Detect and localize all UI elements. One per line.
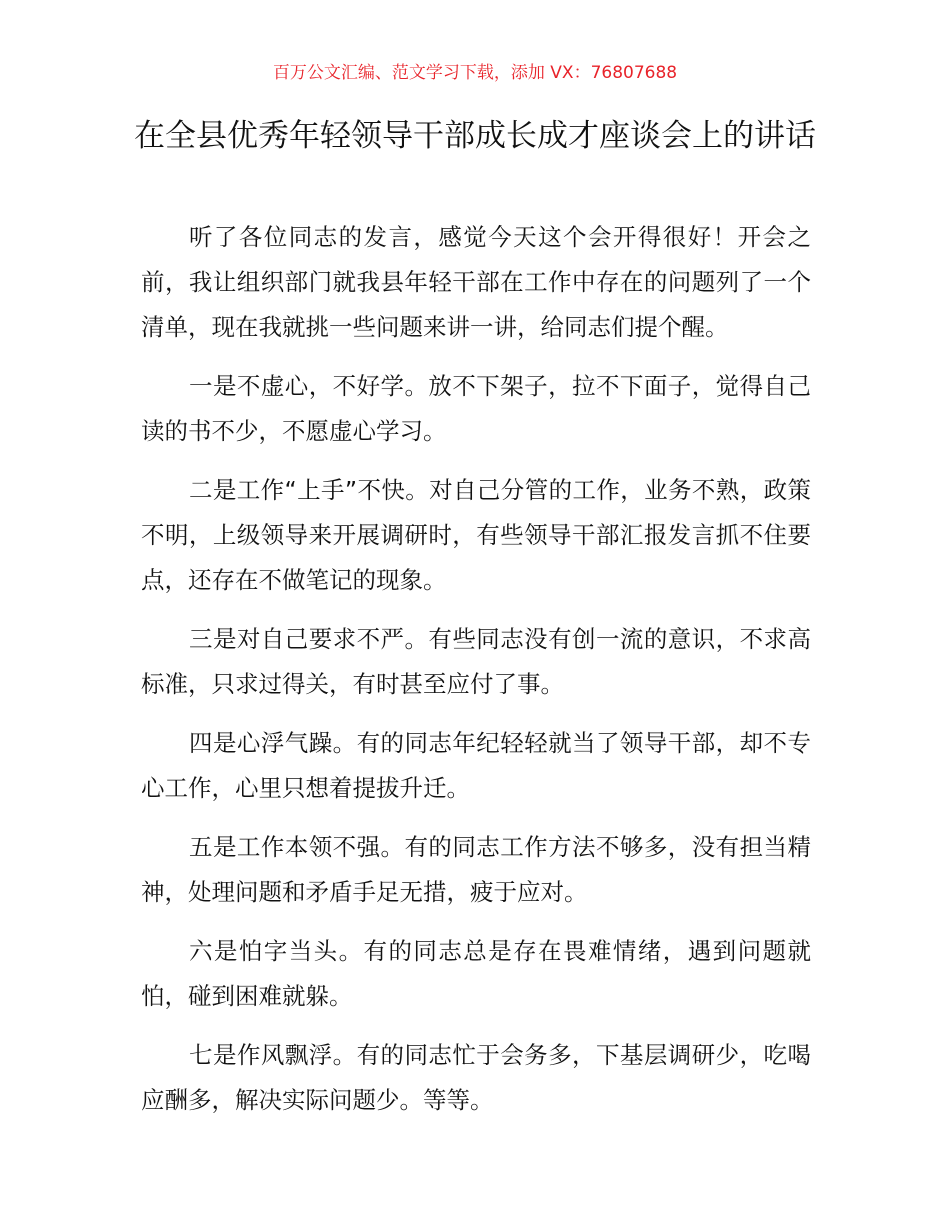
paragraph-item-7: 七是作风飘浮。有的同志忙于会务多，下基层调研少，吃喝应酬多，解决实际问题少。等等。 [141, 1041, 811, 1114]
paragraph-item-1: 一是不虚心，不好学。放不下架子，拉不下面子，觉得自己读的书不少，不愿虚心学习。 [141, 372, 811, 445]
paragraph-intro: 听了各位同志的发言，感觉今天这个会开得很好！开会之前，我让组织部门就我县年轻干部在工作中存在的问题列了一个清单，现在我就挑一些问题来讲一讲，给同志们提个醒。 [141, 223, 811, 341]
paragraph-item-5: 五是工作本领不强。有的同志工作方法不够多，没有担当精神，处理问题和矛盾手足无措，疲于应对。 [141, 833, 811, 906]
paragraph-item-3: 三是对自己要求不严。有些同志没有创一流的意识，不求高标准，只求过得关，有时甚至应付了事。 [141, 625, 811, 698]
paragraph-item-6: 六是怕字当头。有的同志总是存在畏难情绪，遇到问题就怕，碰到困难就躲。 [141, 937, 811, 1010]
paragraph-item-4: 四是心浮气躁。有的同志年纪轻轻就当了领导干部，却不专心工作，心里只想着提拔升迁。 [141, 729, 811, 802]
paragraph-item-2: 二是工作“上手”不快。对自己分管的工作，业务不熟，政策不明，上级领导来开展调研时，有些领导干部汇报发言抓不住要点，还存在不做笔记的现象。 [141, 476, 811, 594]
document-body [141, 215, 811, 1137]
document-title: 在全县优秀年轻领导干部成长成才座谈会上的讲话 [134, 118, 816, 154]
header-note: 百万公文汇编、范文学习下载，添加 VX：76807688 [272, 63, 678, 83]
